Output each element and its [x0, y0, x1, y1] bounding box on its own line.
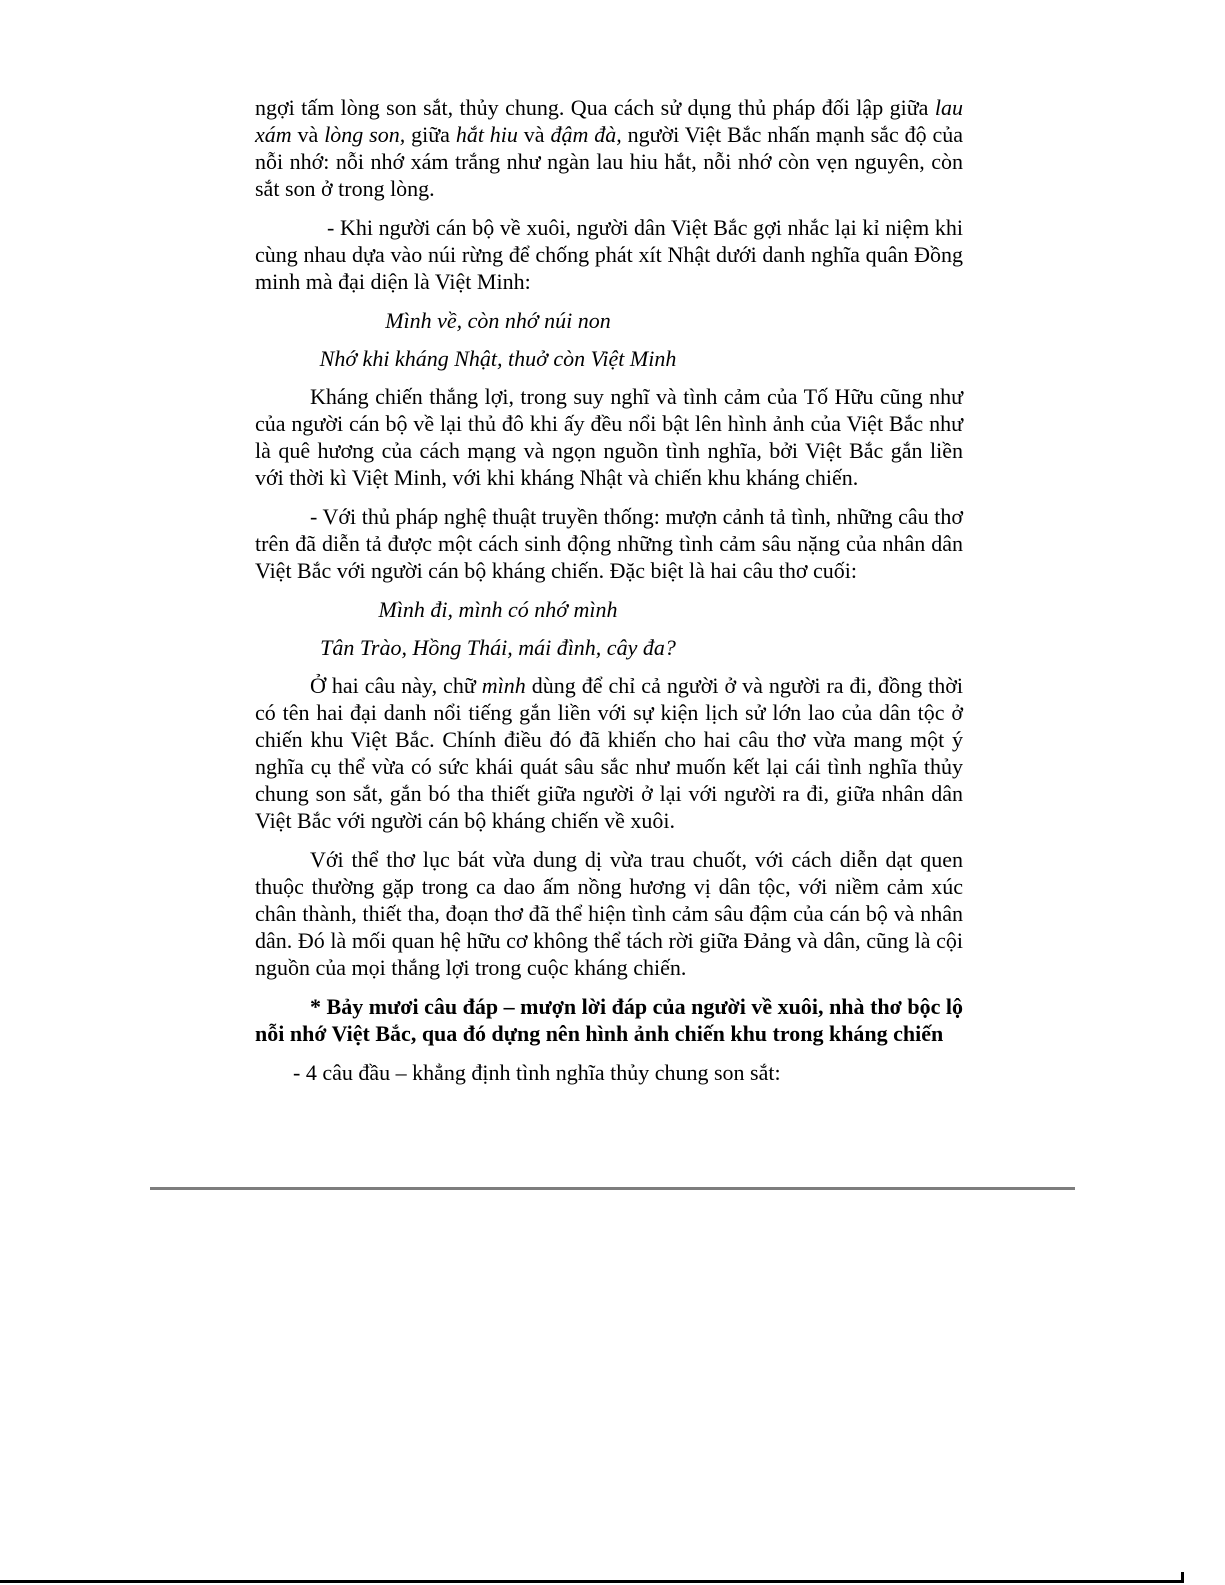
paragraph-body: [255, 383, 963, 491]
text-run: giữa: [405, 122, 456, 147]
text-column: [255, 94, 963, 1098]
text-run: dùng để chỉ cả người ở và người ra đi, đồng thời có tên hai đại danh nổi tiếng gắn liền với sự kiện lịch sử lớn lao của dân tộc ở chiến khu Việt Bắc. Chính điều đó đã khiến cho hai câu thơ vừa mang một ý nghĩa cụ thể vừa có sức khái quát sâu sắc như muốn kết lại cái tình nghĩa thủy chung son sắt, gắn bó tha thiết giữa người ở lại với người ra đi, giữa nhân dân Việt Bắc với người cán bộ kháng chiến về xuôi.: [255, 673, 963, 833]
text-run: người Việt Bắc nhấn mạnh sắc độ của nỗi nhớ: nỗi nhớ xám trắng như ngàn lau hiu hắt, nỗi nhớ còn vẹn nguyên, còn sắt son ở trong lòng.: [255, 122, 964, 201]
horizontal-divider-line: [150, 1187, 1075, 1190]
paragraph-body: [255, 846, 963, 981]
text-run: - Khi người cán bộ về xuôi, người dân Việt Bắc gợi nhắc lại kỉ niệm khi cùng nhau dựa vào núi rừng để chống phát xít Nhật dưới danh nghĩa quân Đồng minh mà đại diện là Việt Minh:: [255, 215, 963, 294]
paragraph-dash-point: [255, 1059, 963, 1086]
verse-line: [255, 596, 741, 623]
italic-text-run: hắt hiu: [455, 122, 518, 147]
paragraph-bold-heading: [255, 993, 963, 1047]
text-run: và: [517, 122, 551, 147]
verse-text: Nhớ khi kháng Nhật, thuở còn Việt Minh: [319, 346, 677, 371]
verse-text: Tân Trào, Hồng Thái, mái đình, cây đa?: [320, 635, 676, 660]
italic-text-run: lau xám: [255, 95, 963, 147]
text-run: Với thể thơ lục bát vừa dung dị vừa trau chuốt, với cách diễn dạt quen thuộc thường gặp trong ca dao ấm nồng hương vị dân tộc, với niềm cảm xúc chân thành, thiết tha, đoạn thơ đã thể hiện tình cảm sâu đậm của cán bộ và nhân dân. Đó là mối quan hệ hữu cơ không thể tách rời giữa Đảng và dân, cũng là cội nguồn của mọi thắng lợi trong cuộc kháng chiến.: [255, 847, 963, 980]
italic-text-run: đậm đà,: [550, 122, 622, 147]
text-run: - Với thủ pháp nghệ thuật truyền thống: mượn cảnh tả tình, những câu thơ trên đã diễn tả được một cách sinh động những tình cảm sâu nặng của nhân dân Việt Bắc với người cán bộ kháng chiến. Đặc biệt là hai câu thơ cuối:: [255, 504, 963, 583]
text-run: và: [291, 122, 325, 147]
text-run: Ở hai câu này, chữ: [310, 673, 482, 698]
italic-text-run: lòng son,: [324, 122, 406, 147]
page-bottom-border: [0, 1580, 1184, 1583]
paragraph-opening-continuation: [255, 94, 963, 202]
text-run: Kháng chiến thắng lợi, trong suy nghĩ và tình cảm của Tố Hữu cũng như của người cán bộ về lại thủ đô khi ấy đều nổi bật lên hình ảnh của Việt Bắc như là quê hương của cách mạng và ngọn nguồn tình nghĩa, bởi Việt Bắc gắn liền với thời kì Việt Minh, với khi kháng Nhật và chiến khu kháng chiến.: [255, 384, 963, 490]
italic-text-run: mình: [481, 673, 526, 698]
verse-line: [255, 345, 741, 372]
verse-text: Mình về, còn nhớ núi non: [385, 308, 611, 333]
paragraph-body: [255, 672, 963, 834]
paragraph-dash-point: [255, 214, 963, 295]
text-run: - 4 câu đầu – khẳng định tình nghĩa thủy chung son sắt:: [293, 1060, 781, 1085]
verse-line: [255, 634, 741, 661]
verse-text: Mình đi, mình có nhớ mình: [378, 597, 618, 622]
page-bottom-border-tick: [1181, 1572, 1184, 1583]
text-run: ngợi tấm lòng son sắt, thủy chung. Qua cách sử dụng thủ pháp đối lập giữa: [255, 95, 935, 120]
paragraph-dash-point: [255, 503, 963, 584]
verse-line: [255, 307, 741, 334]
bold-text-run: * Bảy mươi câu đáp – mượn lời đáp của người về xuôi, nhà thơ bộc lộ nỗi nhớ Việt Bắc, qua đó dựng nên hình ảnh chiến khu trong kháng chiến: [255, 994, 963, 1046]
